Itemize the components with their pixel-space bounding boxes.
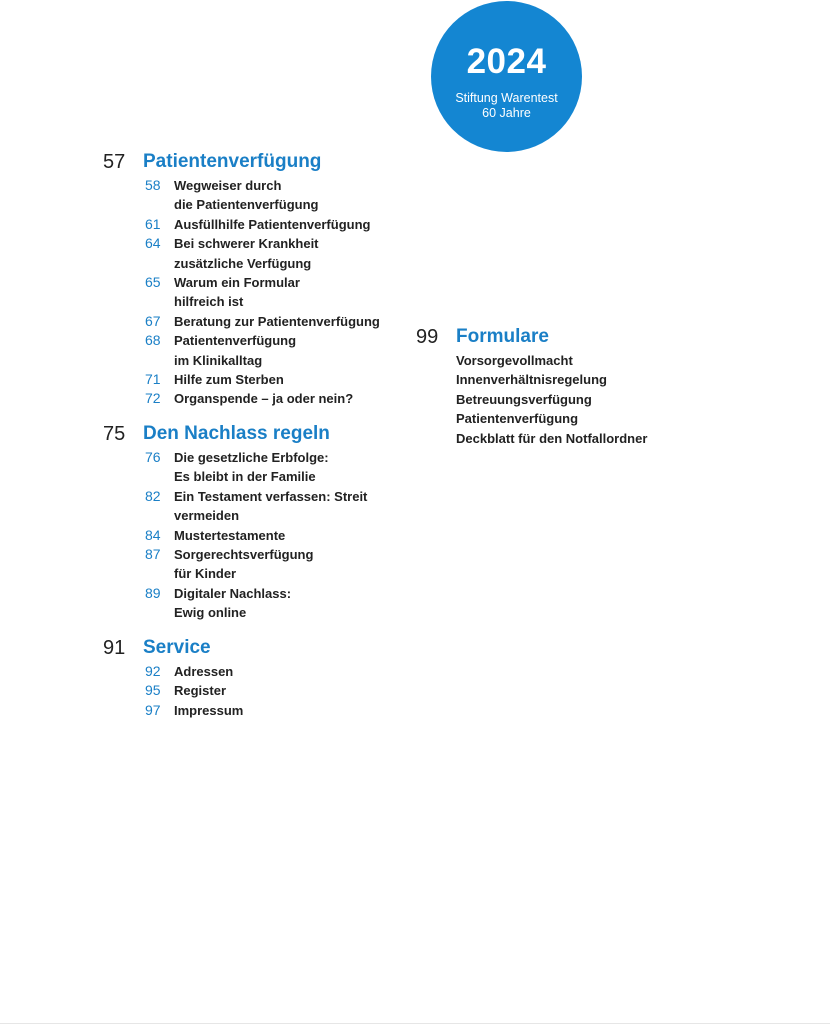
entry-page-number: 71 [145,371,161,388]
section-heading[interactable] [103,635,243,661]
entry-title: Organspende – ja oder nein? [174,391,354,407]
entry-page-number: 72 [145,390,161,407]
toc-entry[interactable] [103,234,380,273]
form-item[interactable]: Deckblatt für den Notfallordner [456,430,648,446]
entry-page-number: 97 [145,701,161,718]
section-entries [103,662,243,720]
toc-entry[interactable] [103,681,243,700]
form-list [416,351,647,448]
entry-title: Bei schwerer Krankheit zusätzliche Verfügung [174,236,319,271]
entry-page-number: 61 [145,215,161,232]
badge-year: 2024 [466,42,547,81]
toc-entry[interactable] [103,331,380,370]
entry-page-number: 76 [145,449,161,465]
section-heading[interactable] [103,149,380,175]
section-page-number: 57 [103,151,126,173]
section-title: Patientenverfügung [143,151,322,172]
entry-page-number: 89 [145,584,161,601]
entry-title: Beratung zur Patientenverfügung [174,313,380,329]
toc-entry[interactable] [103,487,367,526]
section-entries [103,448,367,623]
toc-entry[interactable] [103,312,380,331]
toc-entry[interactable] [103,701,243,720]
entry-title: Impressum [174,702,244,718]
section-page-number: 75 [103,423,126,445]
toc-entry[interactable] [103,389,380,408]
badge-anniversary: 60 Jahre [482,106,531,120]
toc-section-patientenverfuegung [103,149,380,409]
toc-entry[interactable] [103,526,367,545]
form-item[interactable]: Patientenverfügung [456,411,579,427]
toc-section-formulare [416,324,647,448]
toc-entry[interactable] [103,370,380,389]
entry-page-number: 92 [145,663,161,679]
entry-page-number: 67 [145,312,161,329]
section-title: Den Nachlass regeln [143,423,330,444]
entry-page-number: 87 [145,546,161,563]
section-title: Formulare [456,326,549,347]
toc-entry[interactable] [103,273,380,312]
section-page-number: 91 [103,637,126,659]
entry-title: Warum ein Formular hilfreich ist [174,275,300,310]
entry-title: Ein Testament verfassen: Streit vermeiden [174,488,368,524]
toc-entry[interactable] [103,176,380,215]
toc-entry[interactable] [103,545,367,584]
entry-title: Die gesetzliche Erbfolge: Es bleibt in der Familie [174,450,329,485]
entry-page-number: 82 [145,487,161,504]
toc-entry[interactable] [103,448,367,487]
form-item[interactable]: Innenverhältnisregelung [456,372,607,388]
entry-title: Register [174,683,227,699]
section-entries [103,176,380,409]
entry-page-number: 84 [145,526,161,543]
entry-title: Hilfe zum Sterben [174,372,284,388]
toc-section-service [103,635,243,720]
form-item[interactable]: Vorsorgevollmacht [456,353,573,368]
toc-entry[interactable] [103,662,243,681]
toc-entry[interactable] [103,584,367,623]
entry-page-number: 68 [145,332,161,349]
entry-page-number: 64 [145,235,161,252]
entry-title: Adressen [174,664,234,679]
entry-page-number: 65 [145,274,161,291]
toc-section-nachlass [103,421,367,623]
anniversary-badge [431,1,582,152]
entry-page-number: 58 [145,177,161,193]
entry-title: Digitaler Nachlass: Ewig online [174,585,292,621]
badge-organization: Stiftung Warentest [455,91,558,105]
entry-title: Mustertestamente [174,527,286,543]
entry-title: Ausfüllhilfe Patientenverfügung [174,216,371,232]
section-heading[interactable] [103,421,367,447]
entry-page-number: 95 [145,682,161,699]
section-heading[interactable] [416,324,647,350]
entry-title: Sorgerechtsverfügung für Kinder [174,547,314,582]
entry-title: Patientenverfügung im Klinikalltag [174,333,297,368]
form-item[interactable]: Betreuungsverfügung [456,391,592,407]
section-page-number: 99 [416,326,439,348]
entry-title: Wegweiser durch die Patientenverfügung [174,178,319,213]
toc-entry[interactable] [103,215,380,234]
section-title: Service [143,637,211,658]
